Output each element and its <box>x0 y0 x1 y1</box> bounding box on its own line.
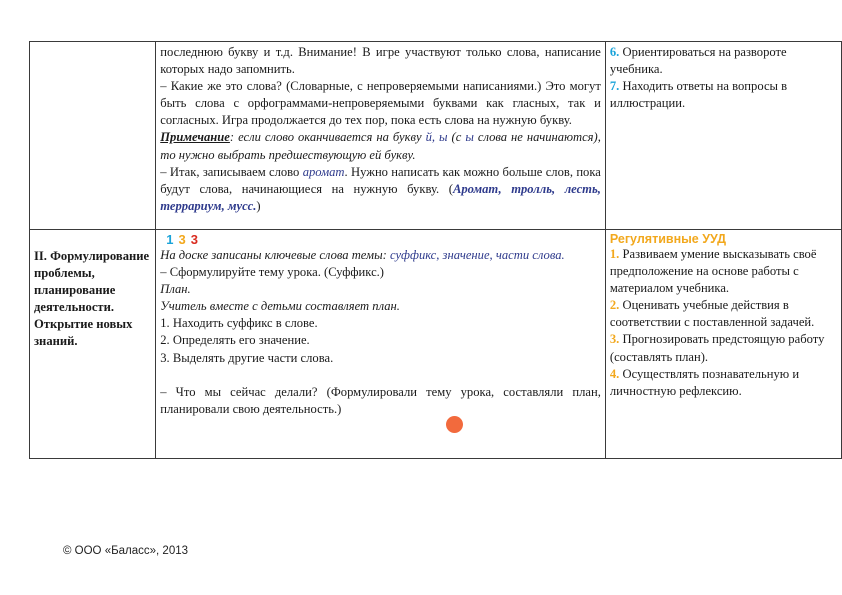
paragraph: – Итак, записываем слово аромат. Нужно написать как можно больше слов, пока будут слова, начинающиеся на нужную букву. (Аромат, тролль, лесть, террариум, мусс.) <box>160 164 601 213</box>
stage-cell <box>30 230 156 459</box>
note-label: Примечание <box>160 130 230 145</box>
plan-item: 2. Определять его значение. <box>160 333 310 348</box>
lesson-plan-table <box>29 41 842 459</box>
uud-cell <box>605 230 841 459</box>
list-item: 1. Развиваем умение высказывать своё предположение на основе работы с материалом учебника. <box>609 247 817 296</box>
paragraph: – Сформулируйте тему урока. (Суффикс.) <box>160 265 385 280</box>
list-item: 7. Находить ответы на вопросы в иллюстрации. <box>609 79 788 111</box>
note-letters: й, ы <box>425 130 448 145</box>
activity-cell <box>156 230 606 459</box>
plan-label: План. <box>160 282 191 297</box>
list-item: 4. Осуществлять познавательную и личностную рефлексию. <box>609 366 800 398</box>
word-list: Аромат, тролль, лесть, террариум, мусс. <box>160 181 601 213</box>
uud-cell <box>605 42 841 230</box>
paragraph: – Какие же это слова? (Словарные, с непроверяемыми написаниями.) Это могут быть слова с орфограммами-непроверяемыми буквами как гласных, так и согласных. Игра продолжается до тех пор, пока есть слова на нужную букву. <box>160 79 601 128</box>
paragraph: На доске записаны ключевые слова темы: суффикс, значение, части слова. <box>160 248 565 262</box>
plan-item: 3. Выделять другие части слова. <box>160 350 334 365</box>
note-paragraph: Примечание: если слово оканчивается на букву й, ы (с ы слова не начинаются), то нужно выбрать предшествующую ей букву. <box>160 130 601 162</box>
table-row <box>30 42 842 230</box>
list-item: 3. Прогнозировать предстоящую работу (составлять план). <box>609 332 825 364</box>
plan-item: 1. Находить суффикс в слове. <box>160 316 318 331</box>
list-item: 2. Оценивать учебные действия в соответствии с поставленной задачей. <box>609 298 815 330</box>
paragraph: – Что мы сейчас делали? (Формулировали тему урока, составляли план, планировали свою деятельность.) <box>160 384 601 416</box>
activity-cell <box>156 42 606 230</box>
table-row <box>30 230 842 459</box>
slide-numbers: 1 3 3 <box>166 232 198 247</box>
paragraph: последнюю букву и т.д. Внимание! В игре участвуют только слова, написание которых надо запомнить. <box>160 45 601 77</box>
note-letter: ы <box>465 130 474 145</box>
key-word: аромат <box>302 164 345 179</box>
copyright-footer: © ООО «Баласс», 2013 <box>63 545 189 557</box>
stage-title: II. Формулирование проблемы, планирование деятельности. Открытие новых знаний. <box>34 249 150 349</box>
list-item: 6. Ориентироваться на развороте учебника. <box>609 45 787 77</box>
key-words: суффикс, значение, части слова. <box>389 248 565 262</box>
plan-intro: Учитель вместе с детьми составляет план. <box>160 299 400 314</box>
stage-cell-empty <box>30 42 156 230</box>
uud-title: Регулятивные УУД <box>609 232 727 246</box>
pointer-dot <box>446 416 463 433</box>
